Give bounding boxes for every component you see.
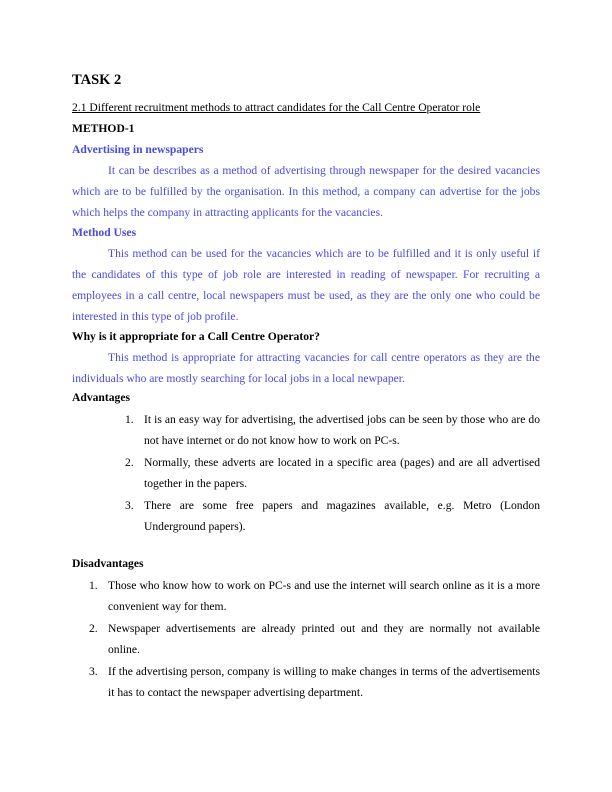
list-number: 2. — [89, 622, 98, 635]
list-item — [89, 661, 540, 703]
list-text: Those who know how to work on PC-s and use the internet will search online as it is a more convenient way for them. — [108, 579, 540, 613]
list-item — [125, 495, 540, 537]
advertising-paragraph: It can be describes as a method of advertising through newspaper for the desired vacancies which are to be fulfilled by the organisation. In this method, a company can advertise for the jobs which helps the company in attracting applicants for the vacancies. — [72, 164, 540, 219]
list-item — [89, 575, 540, 617]
disadvantages-heading: Disadvantages — [72, 557, 144, 570]
method-heading: METHOD-1 — [72, 122, 135, 135]
list-number: 3. — [89, 665, 98, 678]
list-number: 1. — [89, 579, 98, 592]
disadvantages-list — [89, 575, 540, 704]
list-item — [125, 452, 540, 494]
list-number: 3. — [125, 499, 134, 512]
section-title: 2.1 Different recruitment methods to attract candidates for the Call Centre Operator role — [72, 101, 481, 114]
list-text: Normally, these adverts are located in a specific area (pages) and are all advertised together in the papers. — [144, 456, 540, 490]
list-text: If the advertising person, company is willing to make changes in terms of the advertisements it has to contact the newspaper advertising department. — [108, 665, 540, 699]
why-paragraph: This method is appropriate for attracting vacancies for call centre operators as they are the individuals who are mostly searching for local jobs in a local newpaper. — [72, 351, 540, 385]
advertising-heading: Advertising in newspapers — [72, 143, 204, 156]
list-number: 1. — [125, 413, 134, 426]
list-number: 2. — [125, 456, 134, 469]
list-text: There are some free papers and magazines available, e.g. Metro (London Underground papers). — [144, 499, 540, 533]
list-text: It is an easy way for advertising, the advertised jobs can be seen by those who are do not have internet or do not know how to work on PC-s. — [144, 413, 540, 447]
list-item — [89, 618, 540, 660]
advantages-list — [125, 409, 540, 538]
method-uses-heading: Method Uses — [72, 226, 137, 239]
list-text: Newspaper advertisements are already printed out and they are normally not available online. — [108, 622, 540, 656]
list-item — [125, 409, 540, 451]
advantages-heading: Advantages — [72, 391, 130, 404]
method-uses-paragraph: This method can be used for the vacancies which are to be fulfilled and it is only useful if the candidates of this type of job role are interested in reading of newspaper. For recruiting a employees in a call centre, local newspapers must be used, as they are the only one who could be interested in this type of job profile. — [72, 247, 540, 323]
why-heading: Why is it appropriate for a Call Centre Operator? — [72, 330, 320, 343]
task-title: TASK 2 — [72, 72, 122, 88]
